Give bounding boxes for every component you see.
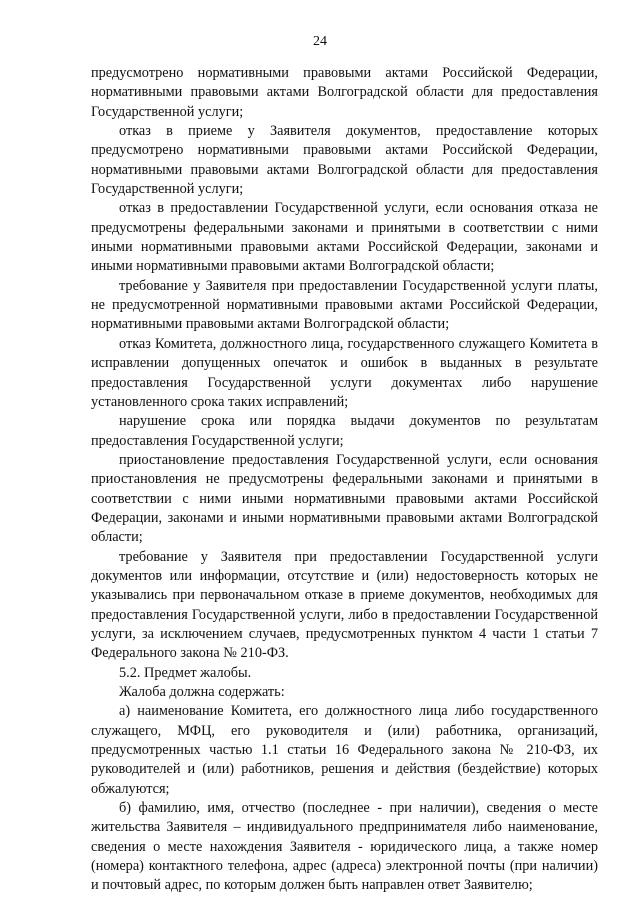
paragraph-correction-refusal: отказ Комитета, должностного лица, государственного служащего Комитета в исправлении допущенных опечаток и ошибок в выданных в результате предоставления Государственной услуги документах либо нарушение установленного срока таких исправлений; <box>91 335 598 410</box>
paragraph-suspension: приостановление предоставления Государственной услуги, если основания приостановления не предусмотрены федеральными законами и принятыми в соответствии с ними иными нормативными правовыми актами Российской Федерации, законами и иными нормативными правовыми актами Волгоградской области; <box>91 451 598 546</box>
paragraph-item-a: а) наименование Комитета, его должностного лица либо государственного служащего, МФЦ, его руководителя и (или) работника, организаций, предусмотренных частью 1.1 статьи 16 Федерального закона № 210-ФЗ, их руководителей и (или) работников, решения и действия (бездействие) которых обжалуются; <box>91 703 598 797</box>
page-number: 24 <box>313 34 327 49</box>
paragraph-service-refusal: отказ в предоставлении Государственной услуги, если основания отказа не предусмотрены федеральными законами и принятыми в соответствии с ними иными нормативными правовыми актами Российской Федерации, законами и иными нормативными правовыми актами Волгоградской области; <box>91 200 598 275</box>
document-body <box>91 64 598 896</box>
paragraph-issuance-violation: нарушение срока или порядка выдачи документов по результатам предоставления Государственной услуги; <box>91 413 598 449</box>
paragraph-complaint-contents: Жалоба должна содержать: <box>119 684 285 700</box>
paragraph-item-b: б) фамилию, имя, отчество (последнее - при наличии), сведения о месте жительства Заявителя – индивидуального предпринимателя либо наименование, сведения о месте нахождения Заявителя - юридического лица, а также номер (номера) контактного телефона, адрес (адреса) электронной почты (при наличии) и почтовый адрес, по которым должен быть направлен ответ Заявителю; <box>91 800 598 894</box>
paragraph-document-requirement: требование у Заявителя при предоставлении Государственной услуги документов или информации, отсутствие и (или) недостоверность которых не указывались при первоначальном отказе в приеме документов, необходимых для предоставления Государственной услуги, либо в предоставлении Государственной услуги, за исключением случаев, предусмотренных пунктом 4 части 1 статьи 7 Федерального закона № 210-ФЗ. <box>91 548 598 662</box>
paragraph-continuation: предусмотрено нормативными правовыми актами Российской Федерации, нормативными правовыми актами Волгоградской области для предоставления Государственной услуги; <box>91 65 598 120</box>
paragraph-fee-requirement: требование у Заявителя при предоставлении Государственной услуги платы, не предусмотренной нормативными правовыми актами Российской Федерации, нормативными правовыми актами Волгоградской области; <box>91 277 598 333</box>
paragraph-document-refusal: отказ в приеме у Заявителя документов, предоставление которых предусмотрено нормативными правовыми актами Российской Федерации, нормативными правовыми актами Волгоградской области для предоставления Государственной услуги; <box>91 123 598 198</box>
section-heading: 5.2. Предмет жалобы. <box>119 664 252 681</box>
